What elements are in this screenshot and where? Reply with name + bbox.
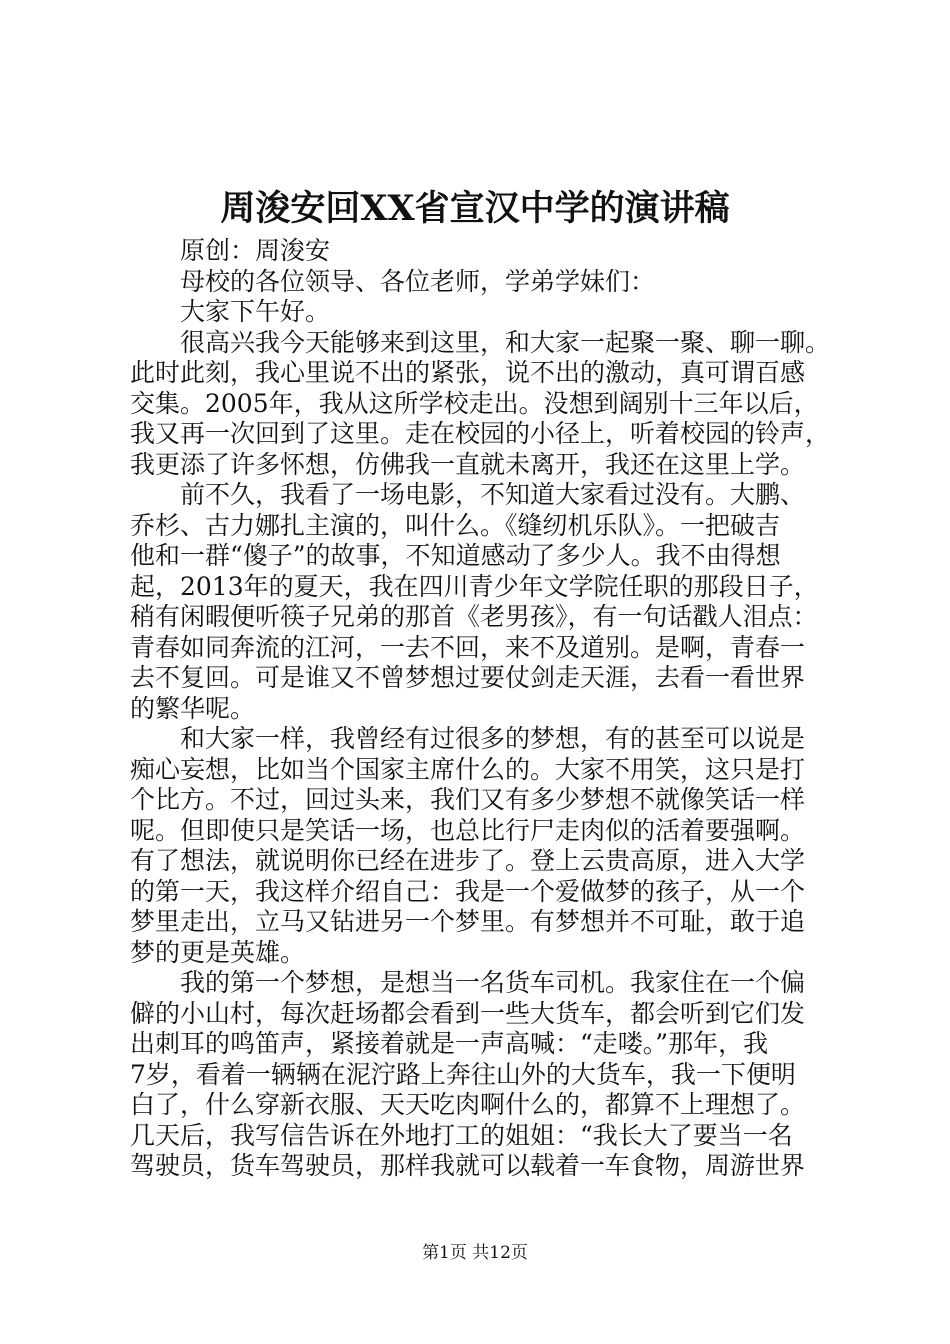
- text-line: 白了，什么穿新衣服、天天吃肉啊什么的，都算不上理想了。: [130, 1090, 806, 1119]
- text-line: 我的第一个梦想，是想当一名货车司机。我家住在一个偏: [180, 968, 806, 997]
- text-line: 我更添了许多怀想，仿佛我一直就未离开，我还在这里上学。: [130, 449, 806, 479]
- text-line: 他和一群“傻子”的故事，不知道感动了多少人。我不由得想: [130, 541, 781, 570]
- text-line: 梦里走出，立马又钻进另一个梦里。有梦想并不可耻，敢于追: [130, 907, 806, 936]
- text-line: 原创：周浚安: [180, 236, 331, 265]
- text-line: 和大家一样，我曾经有过很多的梦想，有的甚至可以说是: [180, 724, 806, 753]
- page-footer: 第1页 共12页: [422, 1243, 528, 1263]
- text-line: 呢。但即使只是笑话一场，也总比行尸走肉似的活着要强啊。: [130, 815, 806, 845]
- text-line: 此时此刻，我心里说不出的紧张，说不出的激动，真可谓百感: [130, 358, 806, 387]
- text-line: 个比方。不过，回过头来，我们又有多少梦想不就像笑话一样: [130, 785, 806, 814]
- text-line: 的第一天，我这样介绍自己：我是一个爱做梦的孩子，从一个: [130, 876, 806, 906]
- text-line: 梦的更是英雄。: [130, 937, 306, 967]
- text-line: 大家下午好。: [180, 297, 331, 326]
- text-line: 7岁，看着一辆辆在泥泞路上奔往山外的大货车，我一下便明: [130, 1059, 796, 1089]
- text-line: 母校的各位领导、各位老师，学弟学妹们：: [180, 266, 656, 296]
- text-line: 乔杉、古力娜扎主演的，叫什么。《缝纫机乐队》。一把破吉: [130, 510, 781, 540]
- text-line: 很高兴我今天能够来到这里，和大家一起聚一聚、聊一聊。: [180, 327, 830, 357]
- document-body: [130, 236, 830, 1182]
- text-line: 去不复回。可是谁又不曾梦想过要仗剑走天涯，去看一看世界: [130, 663, 806, 692]
- text-line: 起，2013年的夏天，我在四川青少年文学院任职的那段日子，: [130, 571, 819, 601]
- text-line: 几天后，我写信告诉在外地打工的姐姐：“我长大了要当一名: [130, 1120, 793, 1150]
- text-line: 前不久，我看了一场电影，不知道大家看过没有。大鹏、: [180, 480, 806, 509]
- text-line: 青春如同奔流的江河，一去不回，来不及道别。是啊，青春一: [130, 632, 806, 662]
- text-line: 我又再一次回到了这里。走在校园的小径上，听着校园的铃声，: [130, 419, 830, 448]
- text-line: 痴心妄想，比如当个国家主席什么的。大家不用笑，这只是打: [130, 754, 806, 784]
- text-line: 出刺耳的鸣笛声，紧接着就是一声高喊：“走喽。”那年，我: [130, 1029, 769, 1058]
- text-line: 的繁华呢。: [130, 693, 256, 723]
- text-line: 交集。2005年，我从这所学校走出。没想到阔别十三年以后，: [130, 388, 819, 418]
- text-line: 稍有闲暇便听筷子兄弟的那首《老男孩》，有一句话戳人泪点：: [130, 602, 818, 631]
- text-line: 驾驶员，货车驾驶员，那样我就可以载着一车食物，周游世界: [130, 1151, 806, 1180]
- text-line: 僻的小山村，每次赶场都会看到一些大货车，都会听到它们发: [130, 998, 806, 1028]
- document-title: 周浚安回XX省宣汉中学的演讲稿: [220, 188, 730, 229]
- text-line: 有了想法，就说明你已经在进步了。登上云贵高原，进入大学: [130, 846, 806, 875]
